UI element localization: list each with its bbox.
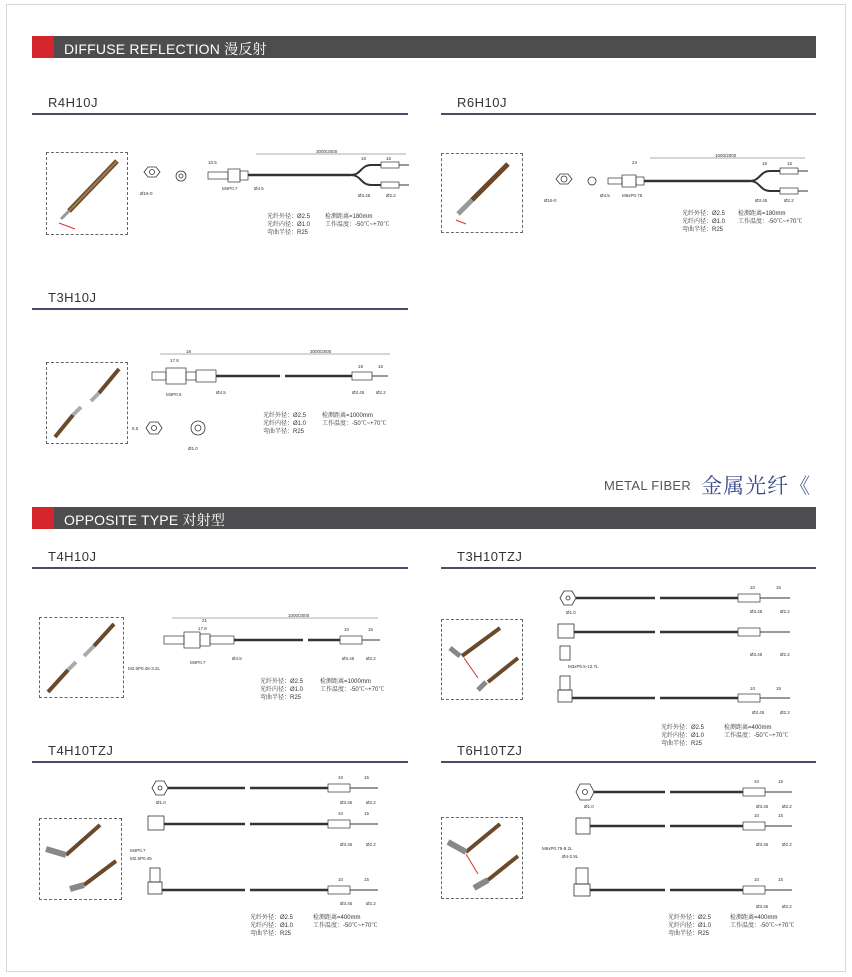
spec-temp: 工作温度：-50℃~+70℃	[320, 687, 385, 693]
probe-nut	[186, 372, 196, 380]
spec-bend: 弯曲半径：R25	[668, 931, 710, 937]
model-header-r6h10j	[441, 95, 816, 115]
spec-right-t4h10tzj	[313, 914, 377, 930]
model-header-t4h10j	[32, 549, 408, 569]
fiber-highlight	[69, 161, 117, 211]
dim-label: 15	[368, 627, 374, 632]
spec-temp: 工作温度：-50℃~+70℃	[313, 923, 378, 929]
spec-bend: 弯曲半径：R25	[682, 227, 724, 233]
dim-label: Ø3.45	[752, 710, 765, 715]
spec-right-r4h10j	[325, 213, 389, 229]
ferrule-bore	[195, 425, 201, 431]
hex-nut-view	[560, 591, 576, 605]
dim-label: Ø3.45	[342, 656, 355, 661]
product-photo	[47, 153, 127, 234]
dim-label: 5.5	[132, 426, 139, 431]
light-beam	[466, 854, 478, 874]
spec-inner: 光纤内径：Ø1.0	[263, 421, 307, 427]
probe-sleeve	[210, 636, 234, 644]
nut-bore	[583, 790, 588, 795]
probe-tube	[164, 636, 184, 644]
dim-label: Ø4-2.8L	[562, 854, 579, 859]
dim-label: M2.5P0.45	[130, 856, 152, 861]
nut-bore	[561, 176, 567, 182]
dim-label: M6xP0.75	[622, 193, 643, 198]
dim-label: Ø3.45	[340, 800, 353, 805]
photo-r6h10j	[441, 153, 523, 233]
dim-label: Ø3.45	[358, 193, 371, 198]
spec-distance: 检测距离=1000mm	[322, 413, 373, 419]
fiber-head-lower	[478, 682, 486, 690]
model-header-t3h10j	[32, 290, 408, 310]
dim-label: 17.8	[170, 358, 179, 363]
ferrule-end-view	[191, 421, 205, 435]
spec-left-t6h10tzj	[668, 914, 711, 938]
hex-nut-end-view	[146, 422, 162, 434]
dim-label: 15	[778, 813, 784, 818]
fiber-head-lower	[73, 407, 81, 415]
spec-right-t4h10j	[320, 678, 384, 694]
dim-label: 10	[338, 811, 344, 816]
section-bar-diffuse	[32, 36, 816, 58]
spec-inner: 光纤内径：Ø1.0	[260, 687, 304, 693]
fiber-cable-upper	[462, 628, 500, 656]
end-tube-row-1	[743, 788, 765, 796]
dim-label: Ø4.5	[232, 656, 242, 661]
dim-label: Ø4.5	[216, 390, 226, 395]
dim-label: 24	[632, 160, 638, 165]
dim-label: 10.5	[208, 160, 217, 165]
end-tube-row-3	[738, 694, 760, 702]
dim-label: Ø2.2	[782, 904, 792, 909]
spec-inner: 光纤内径：Ø1.0	[250, 923, 294, 929]
end-tube-row-3	[328, 886, 350, 894]
photo-t3h10j	[46, 362, 128, 444]
end-tube-row-2	[738, 628, 760, 636]
cable-branch-upper	[750, 171, 780, 181]
dim-label: Ø3.45	[756, 842, 769, 847]
end-tube-upper	[381, 162, 399, 168]
dim-label: 10	[338, 877, 344, 882]
cable-branch-lower	[351, 175, 381, 185]
spec-right-t6h10tzj	[730, 914, 794, 930]
elbow-head-row-2	[558, 624, 574, 638]
dim-label: Ø16-0	[544, 198, 557, 203]
photo-t4h10j	[39, 617, 124, 698]
fiber-cable-upper	[466, 824, 500, 852]
dim-label: Ø3.45	[340, 842, 353, 847]
spec-temp: 工作温度：-50℃~+70℃	[322, 421, 387, 427]
dim-label: 3000/2000	[310, 349, 332, 354]
probe-thread	[228, 169, 240, 182]
elbow-head-row-2	[576, 818, 590, 834]
probe-nut	[240, 171, 248, 180]
dim-label: 3000/2000	[316, 150, 338, 154]
end-tube-row-3	[743, 886, 765, 894]
probe-nut	[200, 634, 210, 646]
dim-label: 18	[361, 156, 367, 161]
dim-label: Ø3.45	[340, 901, 353, 906]
dim-label: 21	[202, 618, 208, 623]
probe-tube	[608, 178, 622, 184]
dim-label: Ø4.5	[600, 193, 610, 198]
fiber-head-lower	[474, 880, 488, 888]
spec-left-r6h10j	[682, 210, 725, 234]
dim-label: 15	[364, 877, 370, 882]
probe-thread	[184, 632, 200, 648]
spec-distance: 检测距离=400mm	[730, 915, 778, 921]
spec-inner: 光纤内径：Ø1.0	[267, 222, 311, 228]
dim-label: 18	[762, 161, 768, 166]
thread-body-row-3	[150, 868, 160, 882]
dim-label: M3P0.5	[166, 392, 182, 397]
dim-label: M2.5P0.45-3.2L	[128, 666, 161, 671]
spec-outer: 光纤外径：Ø2.5	[661, 725, 705, 731]
end-tube	[340, 636, 362, 644]
dim-label: Ø2.2	[386, 193, 396, 198]
dim-label: M6xP0.75-9.2L	[542, 846, 573, 851]
diagram-t3h10tzj	[540, 580, 815, 720]
dim-label: Ø1.0	[566, 610, 576, 615]
model-header-t3h10tzj	[441, 549, 816, 569]
model-header-t6h10tzj	[441, 743, 816, 763]
dim-label: 18	[358, 364, 364, 369]
spec-right-t3h10tzj	[724, 724, 788, 740]
product-photo	[442, 818, 522, 898]
spec-distance: 检测距离=1000mm	[320, 679, 371, 685]
fiber-head-upper	[46, 849, 66, 855]
probe-tube	[152, 372, 166, 380]
hex-nut-view	[576, 784, 594, 800]
spec-distance: 检测距离=400mm	[313, 915, 361, 921]
dim-label: Ø16-0	[140, 191, 153, 196]
dim-label: 15	[778, 877, 784, 882]
dim-label: 17.8	[198, 626, 207, 631]
dim-label: 10	[338, 775, 344, 780]
model-header-r4h10j	[32, 95, 408, 115]
fiber-cable-upper	[99, 369, 119, 393]
spec-bend: 弯曲半径：R25	[267, 230, 309, 236]
spec-right-t3h10j	[322, 412, 386, 428]
spec-outer: 光纤外径：Ø2.5	[682, 211, 726, 217]
spec-distance: 检测距离=400mm	[724, 725, 772, 731]
model-name: T3H10TZJ	[457, 549, 523, 564]
metal-fiber-en: METAL FIBER	[604, 478, 692, 493]
thread-body	[560, 646, 570, 660]
dim-label: 10	[754, 813, 760, 818]
probe-thread	[166, 368, 186, 384]
fiber-tip	[61, 211, 69, 219]
spec-temp: 工作温度：-50℃~+70℃	[724, 733, 789, 739]
hex-nut-end-view	[556, 174, 572, 184]
model-name: T3H10J	[48, 290, 97, 305]
dim-label: Ø3.45	[756, 904, 769, 909]
fiber-head-upper	[448, 842, 466, 852]
cable-branch-lower	[750, 181, 780, 191]
model-name: T6H10TZJ	[457, 743, 523, 758]
fiber-cable-lower	[84, 861, 116, 885]
photo-t4h10tzj	[39, 818, 122, 900]
model-name: R6H10J	[457, 95, 507, 110]
spec-bend: 弯曲半径：R25	[260, 695, 302, 701]
dim-label: Ø3.45	[756, 804, 769, 809]
thread-body-row-3	[560, 676, 570, 690]
dim-label: Ø2.2	[366, 656, 376, 661]
dim-label: Ø2.2	[782, 842, 792, 847]
end-tube-row-1	[738, 594, 760, 602]
fiber-head-lower	[68, 662, 76, 670]
dim-label: 10	[750, 585, 756, 590]
spec-inner: 光纤内径：Ø1.0	[682, 219, 726, 225]
elbow-head-row-3	[574, 884, 590, 896]
section-bar-opposite	[32, 507, 816, 529]
dim-label: Ø2.2	[782, 804, 792, 809]
dim-label: M4P0.7	[222, 186, 238, 191]
dim-label: Ø2.2	[366, 901, 376, 906]
spec-left-t4h10tzj	[250, 914, 293, 938]
fiber-cable-lower	[488, 658, 518, 682]
probe-thread	[622, 175, 636, 187]
spec-inner: 光纤内径：Ø1.0	[668, 923, 712, 929]
probe-sleeve	[196, 370, 216, 382]
spec-bend: 弯曲半径：R25	[661, 741, 703, 747]
spec-temp: 工作温度：-50℃~+70℃	[738, 219, 803, 225]
elbow-head-row-2	[148, 816, 164, 830]
nut-bore	[566, 596, 570, 600]
fiber-cable	[472, 164, 508, 200]
light-beam	[456, 220, 466, 224]
dim-label: Ø4.5	[254, 186, 264, 191]
dim-label: 15	[378, 364, 384, 369]
fiber-head-upper	[450, 648, 460, 656]
diagram-r4h10j	[136, 150, 411, 210]
diagram-t4h10tzj	[130, 770, 380, 910]
elbow-head-row-3	[558, 690, 572, 702]
fiber-head-lower	[70, 885, 84, 889]
dim-label: Ø2.2	[780, 652, 790, 657]
spec-temp: 工作温度：-50℃~+70℃	[730, 923, 795, 929]
dim-label: 15	[776, 585, 782, 590]
spec-left-t4h10j	[260, 678, 303, 702]
dim-label: Ø2.2	[366, 800, 376, 805]
dim-label: Ø3.45	[352, 390, 365, 395]
end-tube-lower	[780, 188, 798, 194]
ferrule-bore	[179, 174, 183, 178]
dim-label: 10	[754, 877, 760, 882]
product-photo	[40, 819, 121, 899]
fiber-head-upper	[91, 393, 99, 401]
dim-label: 1000/2000	[715, 153, 737, 158]
thread-body-row-3	[576, 868, 588, 884]
ferrule-end-view	[176, 171, 186, 181]
dim-label: 15	[778, 779, 784, 784]
spec-left-r4h10j	[267, 213, 310, 237]
fiber-cable-lower	[488, 856, 518, 880]
spec-distance: 检测距离=180mm	[325, 214, 373, 220]
diagram-t6h10tzj	[540, 770, 815, 915]
spec-bend: 弯曲半径：R25	[250, 931, 292, 937]
section-accent	[32, 507, 54, 529]
dim-label: Ø1.0	[584, 804, 594, 809]
product-photo	[40, 618, 123, 697]
spec-outer: 光纤外径：Ø2.5	[260, 679, 304, 685]
photo-t3h10tzj	[441, 619, 523, 700]
section-title-opposite: OPPOSITE TYPE 对射型	[64, 512, 226, 528]
cable-branch-upper	[351, 165, 381, 175]
end-tube-row-2	[743, 822, 765, 830]
dim-label: 15	[787, 161, 793, 166]
spec-left-t3h10j	[263, 412, 306, 436]
end-tube-lower	[381, 182, 399, 188]
probe-nut	[636, 177, 644, 185]
dim-label: 1000/2000	[288, 613, 310, 618]
model-name: T4H10TZJ	[48, 743, 114, 758]
dim-label: Ø3.45	[755, 198, 768, 203]
dim-label: 19	[186, 349, 192, 354]
hex-nut-view	[152, 781, 168, 795]
product-photo	[442, 620, 522, 699]
spec-bend: 弯曲半径：R25	[263, 429, 305, 435]
elbow-head-row-3	[148, 882, 162, 894]
dim-label: 15	[364, 811, 370, 816]
spec-outer: 光纤外径：Ø2.5	[267, 214, 311, 220]
dim-label: Ø2.2	[780, 609, 790, 614]
model-name: T4H10J	[48, 549, 97, 564]
probe-tube	[208, 172, 228, 179]
spec-outer: 光纤外径：Ø2.5	[668, 915, 712, 921]
nut-bore	[158, 786, 162, 790]
dim-label: M4P0.7	[130, 848, 146, 853]
light-beam	[59, 223, 75, 229]
spec-outer: 光纤外径：Ø2.5	[263, 413, 307, 419]
dim-label: 15	[776, 686, 782, 691]
fiber-cable-lower	[48, 670, 68, 692]
nut-bore	[152, 426, 157, 431]
dim-label: Ø2.2	[784, 198, 794, 203]
light-beam	[464, 658, 478, 678]
dim-label: 15	[386, 156, 392, 161]
dim-label: M3xP0.5-12.7L	[568, 664, 599, 669]
dim-label: Ø1.0	[156, 800, 166, 805]
fiber-cable-upper	[66, 825, 100, 855]
spec-right-r6h10j	[738, 210, 802, 226]
dim-label: Ø3.45	[750, 609, 763, 614]
fiber-head	[458, 200, 472, 214]
nut-bore	[150, 170, 155, 175]
spec-distance: 检测距离=180mm	[738, 211, 786, 217]
diagram-r6h10j	[540, 152, 815, 212]
dim-label: Ø1.0	[188, 446, 198, 451]
product-photo	[47, 363, 127, 443]
dim-label: M4P0.7	[190, 660, 206, 665]
section-accent	[32, 36, 54, 58]
fiber-head-upper	[84, 646, 94, 656]
fiber-cable-lower	[55, 415, 73, 437]
dim-label: Ø2.2	[780, 710, 790, 715]
metal-fiber-cn: 金属光纤《	[701, 475, 812, 498]
dim-label: Ø3.45	[750, 652, 763, 657]
spec-temp: 工作温度：-50℃~+70℃	[325, 222, 390, 228]
metal-fiber-heading	[604, 470, 811, 496]
fiber-cable-upper	[94, 624, 114, 646]
dim-label: 10	[344, 627, 350, 632]
model-name: R4H10J	[48, 95, 98, 110]
hex-nut-end-view	[144, 167, 160, 177]
photo-t6h10tzj	[441, 817, 523, 899]
product-photo	[442, 154, 522, 232]
spec-outer: 光纤外径：Ø2.5	[250, 915, 294, 921]
dim-label: 10	[754, 779, 760, 784]
spec-inner: 光纤内径：Ø1.0	[661, 733, 705, 739]
model-header-t4h10tzj	[32, 743, 408, 763]
dim-label: 15	[364, 775, 370, 780]
photo-r4h10j	[46, 152, 128, 235]
end-tube-upper	[780, 168, 798, 174]
end-tube-row-2	[328, 820, 350, 828]
end-tube-row-1	[328, 784, 350, 792]
diagram-t4h10j	[128, 612, 388, 674]
section-title-diffuse: DIFFUSE REFLECTION 漫反射	[64, 41, 267, 57]
dim-label: Ø2.2	[366, 842, 376, 847]
diagram-t3h10j	[130, 348, 405, 458]
dim-label: 10	[750, 686, 756, 691]
dim-label: Ø2.2	[376, 390, 386, 395]
end-tube	[352, 372, 372, 380]
ferrule-end-view	[588, 177, 596, 185]
